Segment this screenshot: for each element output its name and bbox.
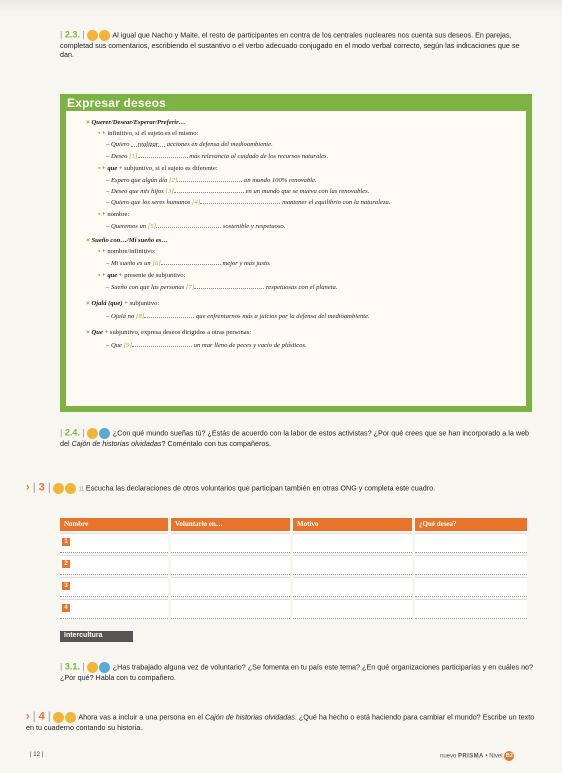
row-number: 1 [62, 538, 70, 546]
exercise-text: ¿Has trabajado alguna vez de voluntario? ¿Se fomenta en tu país este tema? ¿En qué organizaciones participarías y en cuáles no? ¿Por qué? Habla con tu compañero. [60, 662, 534, 682]
table-cell[interactable] [415, 533, 527, 553]
track-number: 11 [78, 486, 84, 493]
exercise-3-1 [60, 662, 535, 682]
table-row [60, 533, 530, 553]
example-line: – Ojalá no [8] que enfrentarnos más a juicios por la defensa del medioambiente. [106, 313, 370, 320]
exercise-number: | 3.1. | [60, 661, 85, 672]
table-cell[interactable] [293, 577, 412, 597]
col-header-motivo: Motivo [293, 518, 412, 531]
grammar-box [60, 94, 532, 412]
group-work-icon [87, 428, 111, 439]
table-cell[interactable] [171, 533, 290, 553]
top-scan-edge [0, 0, 562, 14]
col-header-desea: ¿Qué desea? [415, 518, 527, 531]
exercise-text-end: ? Coméntalo con tus compañeros. [161, 439, 271, 448]
table-cell[interactable] [60, 555, 168, 575]
level-badge: B2 [505, 753, 513, 759]
table-cell[interactable] [293, 533, 412, 553]
subsection-head: • + nombre/infinitivo: [98, 248, 156, 255]
table-cell[interactable] [415, 577, 527, 597]
pair-work-icon [87, 662, 111, 673]
table-cell[interactable] [60, 599, 168, 619]
example-line: – Queremos un [5] sostenible y respetuoso. [106, 223, 286, 230]
table-row [60, 555, 530, 575]
exercise-text-italic: Cajón de historias olvidadas [71, 439, 162, 448]
table-cell[interactable] [171, 577, 290, 597]
table-cell[interactable] [415, 555, 527, 575]
table-cell[interactable] [293, 555, 412, 575]
table-cell[interactable] [415, 599, 527, 619]
row-number: 2 [62, 560, 70, 568]
example-line: – Espero que algún día [2] un mundo 100% renovable. [106, 177, 317, 184]
exercise-text-italic: Cajón de historias olvidadas [204, 712, 295, 722]
example-line: – Sueño con que las personas [7] respetuosas con el planeta. [106, 284, 338, 291]
subsection-head: • + infinitivo, si el sujeto es el mismo: [98, 130, 199, 137]
section-head: × Ojalá (que) + subjuntivo: [86, 300, 160, 307]
footer-brand: nuevo PRISMA • Nivel B2 [440, 753, 513, 760]
subsection-head: • + que + presente de subjuntivo: [98, 272, 186, 279]
table-header [60, 518, 530, 531]
example-line: – Mi sueño es un [6] mejor y más justo. [106, 260, 271, 267]
audio-icon [53, 483, 77, 494]
exercise-2-3 [60, 30, 535, 59]
section-head: × Querer/Desear/Esperar/Preferir… [86, 119, 186, 126]
box-content [66, 111, 526, 406]
exercise-instructions: Al igual que Nacho y Maite, el resto de participantes en contra de los centrales nucleares nos cuenta sus deseos. En parejas, completad sus comentarios, escribiendo el sustantivo o el verbo adecuado conjugado en el modo verbal correcto, según las indicaciones que se dan. [60, 30, 520, 60]
section-head: × Sueño con…/Mi sueño es… [86, 237, 168, 244]
subsection-head: • + que + subjuntivo, si el sujeto es diferente: [98, 165, 218, 172]
table-row [60, 599, 530, 619]
col-header-voluntario: Voluntario en… [171, 518, 290, 531]
table-cell[interactable] [293, 599, 412, 619]
example-line: – Deseo [1] más relevancia al cuidado de los recursos naturales. [106, 153, 329, 160]
col-header-nombre: Nombre [60, 518, 168, 531]
exercise-number: › | 3 | [26, 481, 51, 494]
example-line: – Que [9] un mar lleno de peces y vacío de plásticos. [106, 342, 307, 349]
pair-work-icon [87, 30, 111, 41]
exercise-3 [26, 483, 536, 495]
exercise-2-4 [60, 428, 535, 448]
exercise-text: ¿Con qué mundo sueñas tú? ¿Estás de acuerdo con la labor de estos activistas? ¿Por qué crees que se han incorporado a la web del [60, 428, 530, 448]
example-line: – Quiero realizar acciones en defensa del medioambiente. [106, 141, 273, 148]
exercise-4 [26, 712, 536, 732]
example-line: – Quiero que los seres humanos [4] mantener el equilibrio con la naturaleza. [106, 199, 391, 206]
table-cell[interactable] [60, 577, 168, 597]
page-number: | 12 | [30, 752, 44, 758]
table-cell[interactable] [60, 533, 168, 553]
exercise-number: | 2.4. | [60, 427, 85, 438]
exercise-text: Escucha las declaraciones de otros voluntarios que participan también en otras ONG y completa este cuadro. [85, 483, 436, 493]
table-cell[interactable] [171, 599, 290, 619]
row-number: 4 [62, 604, 70, 612]
exercise-number: › | 4 | [26, 710, 51, 723]
example-line: – Deseo que mis hijos [3] en un mundo que se mueva con las renovables. [106, 188, 370, 195]
intercultura-label: Intercultura [60, 631, 133, 642]
table-cell[interactable] [171, 555, 290, 575]
writing-icon [53, 712, 77, 723]
table-row [60, 577, 530, 597]
exercise-text-end: . ¿Qué ha hecho o está haciendo para cambiar el mundo? Escribe un texto en tu cuaderno contando su historia. [26, 712, 535, 732]
box-title: Expresar deseos [67, 96, 167, 110]
exercise-text: Ahora vas a incluir a una persona en el [78, 712, 203, 722]
row-number: 3 [62, 582, 70, 590]
subsection-head: • + nombre: [98, 211, 130, 218]
section-head: × Que + subjuntivo, expresa deseos dirigidos a otras personas: [86, 329, 252, 336]
exercise-number: | 2.3. | [60, 29, 85, 40]
fill-in-table [60, 518, 530, 619]
